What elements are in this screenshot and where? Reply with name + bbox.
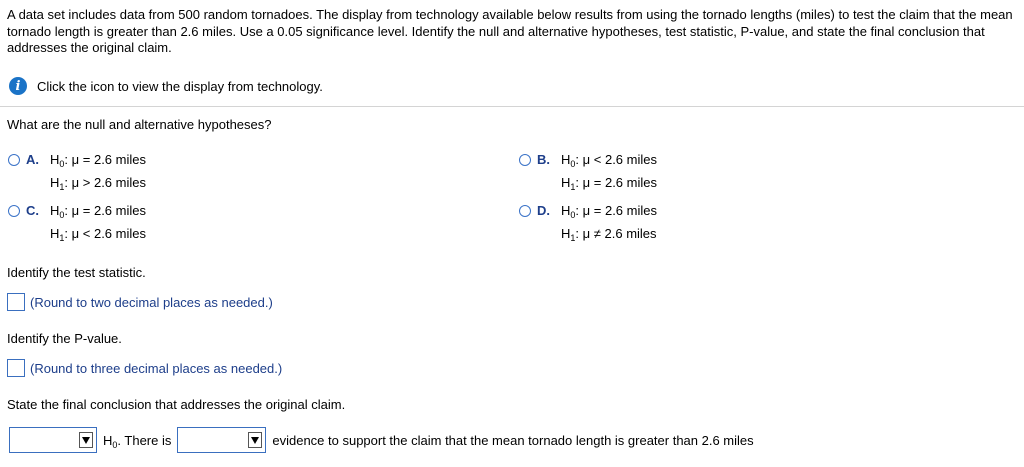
h1-label: H xyxy=(561,226,571,241)
colon: : xyxy=(575,175,580,190)
h0-relation: μ = 2.6 miles xyxy=(582,203,657,218)
h0-relation: μ < 2.6 miles xyxy=(582,152,657,167)
chevron-down-icon[interactable] xyxy=(79,432,93,448)
colon: : xyxy=(575,203,580,218)
test-statistic-input[interactable] xyxy=(7,293,25,311)
h0-label: H xyxy=(50,203,60,218)
h1-label: H xyxy=(50,175,60,190)
chevron-down-icon[interactable] xyxy=(248,432,262,448)
choice-c[interactable] xyxy=(8,203,146,245)
h1-relation: μ = 2.6 miles xyxy=(582,175,657,190)
conclusion-end-text: evidence to support the claim that the mean tornado length is greater than 2.6 miles xyxy=(272,432,754,448)
h0-sub: 0 xyxy=(59,159,65,169)
info-text: Click the icon to view the display from technology. xyxy=(37,78,323,94)
info-icon[interactable]: i xyxy=(9,77,27,95)
p-value-row xyxy=(7,359,282,377)
choice-b[interactable] xyxy=(519,152,657,194)
h1-relation: μ < 2.6 miles xyxy=(71,226,146,241)
choice-letter: C. xyxy=(26,203,39,218)
p-value-input[interactable] xyxy=(7,359,25,377)
test-statistic-hint: (Round to two decimal places as needed.) xyxy=(30,294,273,310)
conclusion-middle-text: . There is xyxy=(117,432,172,448)
test-statistic-prompt: Identify the test statistic. xyxy=(7,265,146,280)
evidence-dropdown[interactable] xyxy=(177,427,266,453)
h0-sub: 0 xyxy=(570,210,576,220)
h0-label: H xyxy=(561,203,571,218)
h0-label: H xyxy=(103,432,113,448)
choice-a-hypotheses xyxy=(50,148,146,194)
h0-sub: 0 xyxy=(112,439,118,450)
hypotheses-prompt: What are the null and alternative hypotheses? xyxy=(7,117,272,132)
h1-sub: 1 xyxy=(59,233,65,243)
colon: : xyxy=(575,152,580,167)
conclusion-row xyxy=(9,427,754,453)
choice-a[interactable] xyxy=(8,152,146,194)
choice-letter: D. xyxy=(537,203,550,218)
test-statistic-row xyxy=(7,293,273,311)
problem-statement: A data set includes data from 500 random tornadoes. The display from technology available below results from using the tornado lengths (miles) to test the claim that the mean tornado length is greater than 2.6 miles. Use a 0.05 significance level. Identify the null and alternative hypotheses, test statistic, P-value, and state the final conclusion that addresses the original claim. xyxy=(7,7,1013,55)
radio-b[interactable] xyxy=(519,154,531,166)
h0-sub: 0 xyxy=(570,159,576,169)
choice-b-hypotheses xyxy=(561,148,657,194)
p-value-prompt: Identify the P-value. xyxy=(7,331,122,346)
h1-sub: 1 xyxy=(59,182,65,192)
colon: : xyxy=(64,203,69,218)
h1-label: H xyxy=(50,226,60,241)
choice-letter: A. xyxy=(26,152,39,167)
choice-c-hypotheses xyxy=(50,199,146,245)
colon: : xyxy=(575,226,580,241)
choice-letter: B. xyxy=(537,152,550,167)
conclusion-h0 xyxy=(103,433,171,448)
h1-relation: μ ≠ 2.6 miles xyxy=(582,226,657,241)
h1-label: H xyxy=(561,175,571,190)
reject-decision-dropdown[interactable] xyxy=(9,427,97,453)
colon: : xyxy=(64,226,69,241)
colon: : xyxy=(64,152,69,167)
h1-sub: 1 xyxy=(570,182,576,192)
h1-relation: μ > 2.6 miles xyxy=(71,175,146,190)
p-value-hint: (Round to three decimal places as needed.) xyxy=(30,360,283,376)
radio-c[interactable] xyxy=(8,205,20,217)
radio-d[interactable] xyxy=(519,205,531,217)
radio-a[interactable] xyxy=(8,154,20,166)
technology-display-link[interactable] xyxy=(9,77,323,95)
choice-d[interactable] xyxy=(519,203,657,245)
divider xyxy=(0,106,1024,107)
h0-label: H xyxy=(50,152,60,167)
h0-relation: μ = 2.6 miles xyxy=(71,152,146,167)
conclusion-prompt: State the final conclusion that addresses the original claim. xyxy=(7,397,346,412)
h0-relation: μ = 2.6 miles xyxy=(71,203,146,218)
choice-d-hypotheses xyxy=(561,199,657,245)
h0-sub: 0 xyxy=(59,210,65,220)
colon: : xyxy=(64,175,69,190)
h1-sub: 1 xyxy=(570,233,576,243)
h0-label: H xyxy=(561,152,571,167)
